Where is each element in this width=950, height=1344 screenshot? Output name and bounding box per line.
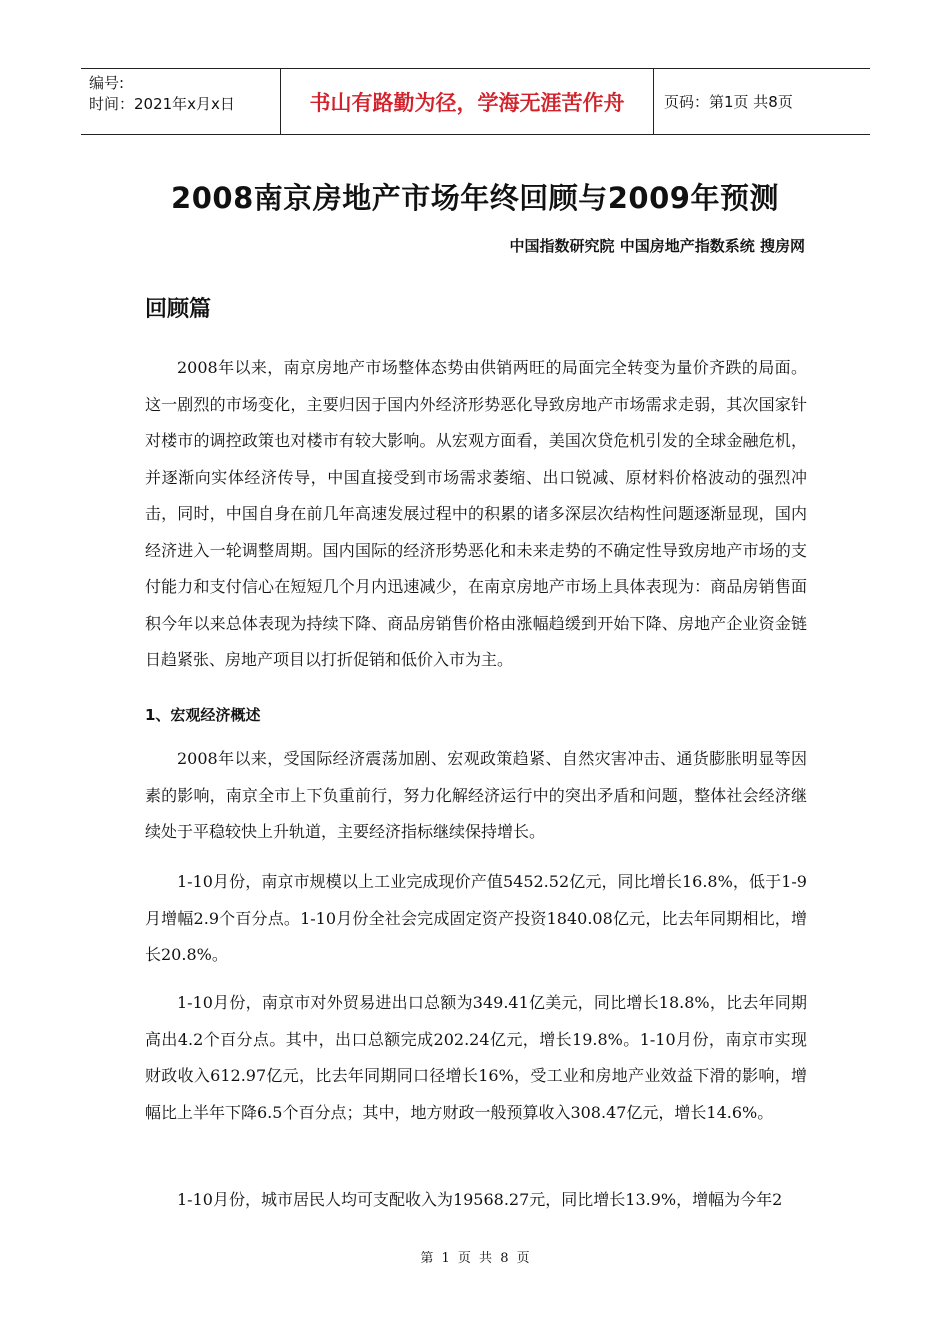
document-authors: 中国指数研究院 中国房地产指数系统 搜房网	[509, 237, 805, 255]
page-code-cell	[654, 69, 870, 134]
body-paragraph: 1-10月份，南京市规模以上工业完成现价产值5452.52亿元，同比增长16.8%，低于1-9月增幅2.9个百分点。1-10月份全社会完成固定资产投资1840.08亿元，比去年同期相比，增长20.8%。	[145, 872, 807, 964]
body-paragraph: 1-10月份，南京市对外贸易进出口总额为349.41亿美元，同比增长18.8%，比去年同期高出4.2个百分点。其中，出口总额完成202.24亿元，增长19.8%。1-10月份，南京市实现财政收入612.97亿元，比去年同期同口径增长16%，受工业和房地产业效益下滑的影响，增幅比上半年下降6.5个百分点；其中，地方财政一般预算收入308.47亿元，增长14.6%。	[145, 993, 807, 1122]
header-meta-cell	[81, 69, 281, 134]
page-footer: 第 1 页 共 8 页	[420, 1251, 530, 1266]
page-code-text: 页码：第1页 共8页	[664, 93, 793, 111]
serial-number-label: 编号:	[89, 74, 125, 92]
date-label: 时间：2021年x月x日	[89, 95, 235, 113]
intro-paragraph: 2008年以来，南京房地产市场整体态势由供销两旺的局面完全转变为量价齐跌的局面。这一剧烈的市场变化，主要归因于国内外经济形势恶化导致房地产市场需求走弱，其次国家针对楼市的调控政策也对楼市有较大影响。从宏观方面看，美国次贷危机引发的全球金融危机，并逐渐向实体经济传导，中国直接受到市场需求萎缩、出口锐减、原材料价格波动的强烈冲击，同时，中国自身在前几年高速发展过程中的积累的诸多深层次结构性问题逐渐显现，国内经济进入一轮调整周期。国内国际的经济形势恶化和未来走势的不确定性导致房地产市场的支付能力和支付信心在短短几个月内迅速减少，在南京房地产市场上具体表现为：商品房销售面积今年以来总体表现为持续下降、商品房销售价格由涨幅趋缓到开始下降、房地产企业资金链日趋紧张、房地产项目以打折促销和低价入市为主。	[145, 358, 807, 669]
subsection-heading-macro-economy: 1、宏观经济概述	[145, 706, 261, 724]
body-paragraph: 1-10月份，城市居民人均可支配收入为19568.27元，同比增长13.9%，增幅为今年2	[177, 1190, 783, 1209]
motto-cell	[281, 69, 654, 134]
body-paragraph: 2008年以来，受国际经济震荡加剧、宏观政策趋紧、自然灾害冲击、通货膨胀明显等因素的影响，南京全市上下负重前行，努力化解经济运行中的突出矛盾和问题，整体社会经济继续处于平稳较快上升轨道，主要经济指标继续保持增长。	[145, 749, 807, 841]
section-heading-review: 回顾篇	[145, 297, 212, 322]
motto-text: 书山有路勤为径，学海无涯苦作舟	[309, 90, 625, 115]
document-header-table	[81, 68, 870, 135]
document-title: 2008南京房地产市场年终回顾与2009年预测	[171, 181, 779, 215]
